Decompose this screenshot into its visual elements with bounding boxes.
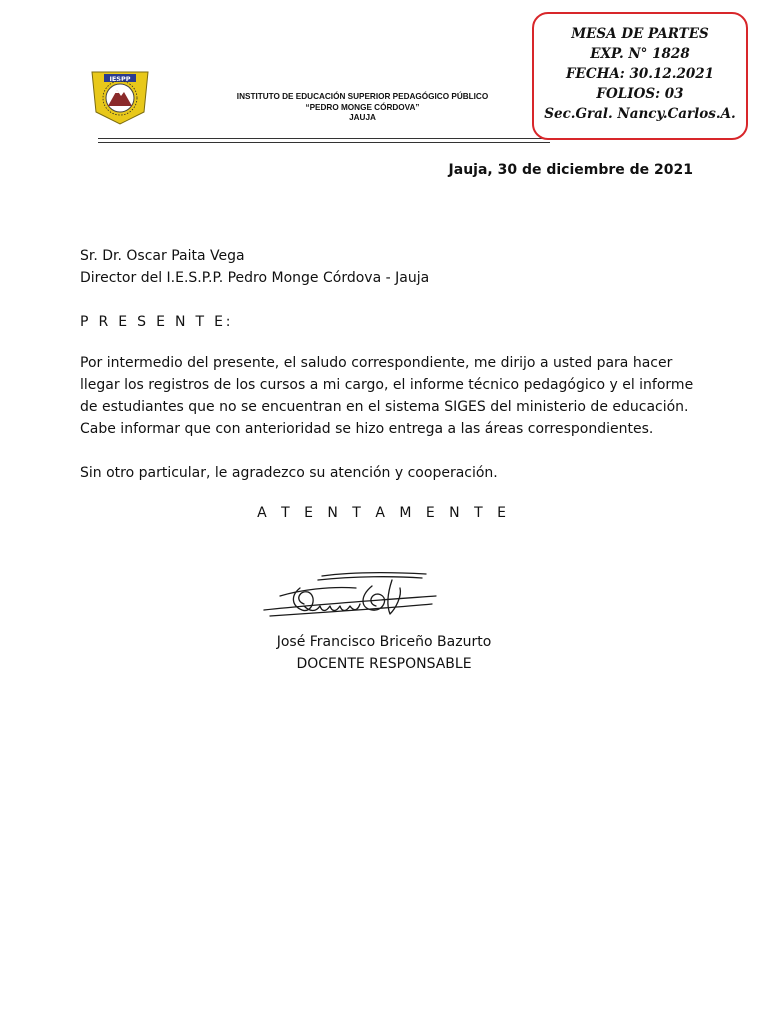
institute-subname: “PEDRO MONGE CÓRDOVA” — [305, 102, 420, 112]
body-line: llegar los registros de los cursos a mi cargo, el informe técnico pedagógico y el informe — [80, 377, 694, 393]
body-line: Cabe informar que con anterioridad se hizo entrega a las áreas correspondientes. — [80, 421, 654, 437]
institute-name: INSTITUTO DE EDUCACIÓN SUPERIOR PEDAGÓGICO PÚBLICO — [236, 92, 489, 101]
closing-line: Sin otro particular, le agradezco su atención y cooperación. — [80, 465, 498, 481]
stamp-line: FOLIOS: 03 — [596, 86, 684, 102]
stamp-line: Sec.Gral. Nancy.Carlos.A. — [544, 106, 736, 122]
reception-stamp — [532, 12, 748, 140]
header-rule-thin — [98, 142, 550, 143]
recipient-block — [80, 245, 429, 289]
valediction: A T E N T A M E N T E — [257, 505, 511, 521]
institute-header — [205, 92, 520, 124]
signer-name: José Francisco Briceño Bazurto — [276, 634, 492, 650]
signer-role: DOCENTE RESPONSABLE — [296, 656, 472, 672]
body-line: Por intermedio del presente, el saludo correspondiente, me dirijo a usted para hacer — [80, 355, 673, 371]
recipient-name: Sr. Dr. Oscar Paita Vega — [80, 248, 245, 264]
stamp-line: MESA DE PARTES — [571, 26, 709, 42]
handwritten-signature — [260, 566, 440, 632]
body-line: de estudiantes que no se encuentran en el sistema SIGES del ministerio de educación. — [80, 399, 689, 415]
letter-date: Jauja, 30 de diciembre de 2021 — [448, 162, 693, 178]
header-rule — [98, 138, 550, 139]
logo-text: IESPP — [109, 75, 131, 83]
institute-city: JAUJA — [349, 113, 376, 122]
letter-body — [80, 352, 700, 440]
recipient-title: Director del I.E.S.P.P. Pedro Monge Córdova - Jauja — [80, 270, 430, 286]
stamp-line: FECHA: 30.12.2021 — [565, 66, 715, 82]
salutation: P R E S E N T E: — [80, 314, 234, 330]
institute-logo — [84, 66, 156, 126]
signature-block — [0, 631, 768, 675]
stamp-line: EXP. N° 1828 — [590, 46, 690, 62]
